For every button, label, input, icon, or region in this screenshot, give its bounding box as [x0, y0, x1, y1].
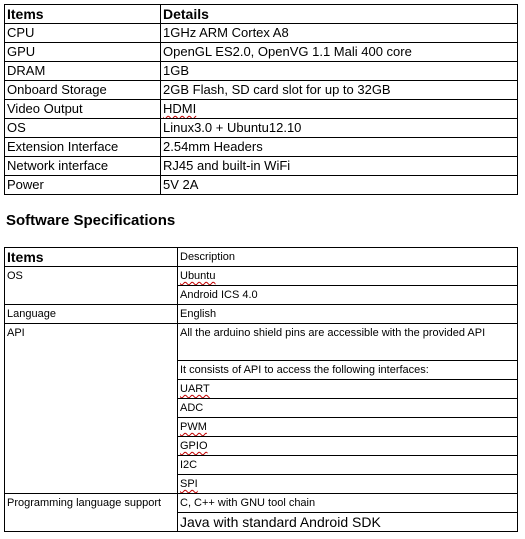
software-spec-table: [4, 247, 518, 532]
table-row: [5, 176, 518, 195]
row-detail: All the arduino shield pins are accessible with the provided API: [178, 324, 518, 361]
row-detail: [178, 475, 518, 494]
table-row: [5, 119, 518, 138]
detail-text: SPI: [180, 478, 198, 490]
header-description: Description: [178, 248, 518, 267]
row-detail: Android ICS 4.0: [178, 286, 518, 305]
row-detail: 2GB Flash, SD card slot for up to 32GB: [161, 81, 518, 100]
detail-text: HDMI: [163, 101, 197, 116]
row-item: OS: [5, 119, 161, 138]
row-detail: [178, 380, 518, 399]
row-detail: 2.54mm Headers: [161, 138, 518, 157]
row-detail: 1GB: [161, 62, 518, 81]
row-detail: Linux3.0 + Ubuntu12.10: [161, 119, 518, 138]
row-item: API: [5, 324, 178, 494]
row-detail: [161, 43, 518, 62]
row-detail: RJ45 and built-in WiFi: [161, 157, 518, 176]
table-row: [5, 324, 518, 361]
detail-text: Ubuntu: [180, 270, 216, 282]
row-item: Language: [5, 305, 178, 324]
header-details: Details: [161, 5, 518, 24]
row-item: Network interface: [5, 157, 161, 176]
row-detail: I2C: [178, 456, 518, 475]
table-header-row: [5, 248, 518, 267]
row-detail: [178, 267, 518, 286]
table-row: [5, 43, 518, 62]
row-detail: C, C++ with GNU tool chain: [178, 494, 518, 513]
row-item: Power: [5, 176, 161, 195]
detail-text: GPIO: [180, 440, 208, 452]
table-row: [5, 138, 518, 157]
table-row: [5, 305, 518, 324]
header-items: Items: [5, 5, 161, 24]
table-row: [5, 62, 518, 81]
row-detail: [178, 437, 518, 456]
row-detail: 1GHz ARM Cortex A8: [161, 24, 518, 43]
row-detail: [161, 100, 518, 119]
table-row: [5, 81, 518, 100]
detail-text: PWM: [180, 421, 207, 433]
row-item: CPU: [5, 24, 161, 43]
row-detail: [178, 418, 518, 437]
table-row: [5, 267, 518, 286]
table-row: [5, 494, 518, 513]
row-item: Video Output: [5, 100, 161, 119]
table-row: [5, 24, 518, 43]
row-item: GPU: [5, 43, 161, 62]
row-detail: ADC: [178, 399, 518, 418]
row-detail: English: [178, 305, 518, 324]
row-detail: It consists of API to access the following interfaces:: [178, 361, 518, 380]
detail-text: UART: [180, 383, 210, 395]
detail-text: OpenGL ES2.0, OpenVG 1.1 Mali 400 core: [163, 44, 412, 59]
table-row: [5, 157, 518, 176]
row-item: DRAM: [5, 62, 161, 81]
row-item: OS: [5, 267, 178, 305]
row-detail: 5V 2A: [161, 176, 518, 195]
row-detail: Java with standard Android SDK: [178, 513, 518, 532]
hardware-spec-table: [4, 4, 518, 195]
row-item: Onboard Storage: [5, 81, 161, 100]
table-header-row: [5, 5, 518, 24]
row-item: Extension Interface: [5, 138, 161, 157]
row-item: Programming language support: [5, 494, 178, 532]
section-title: Software Specifications: [6, 212, 176, 229]
table-row: [5, 100, 518, 119]
header-items: Items: [5, 248, 178, 267]
